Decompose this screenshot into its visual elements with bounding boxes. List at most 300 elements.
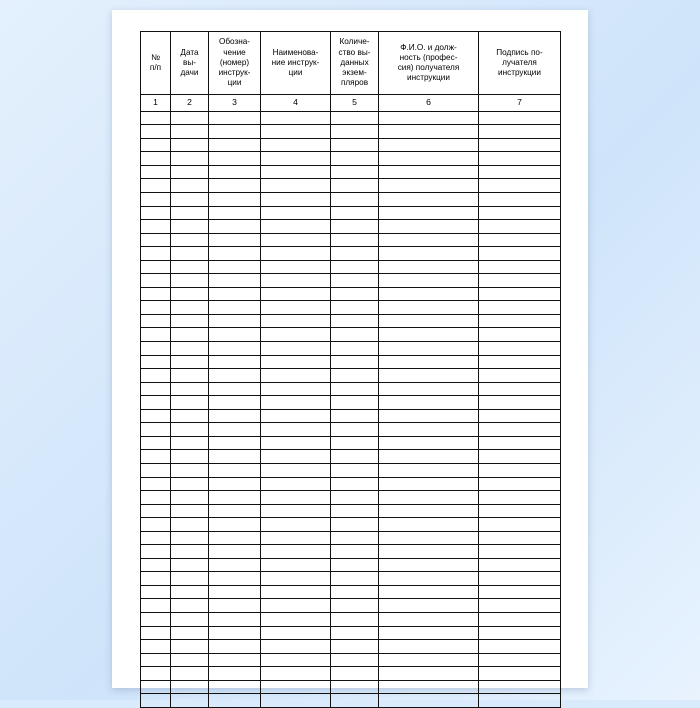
table-cell-c5[interactable] [331,301,379,315]
table-cell-c1[interactable] [141,531,171,545]
table-cell-c6[interactable] [379,314,479,328]
table-cell-c5[interactable] [331,531,379,545]
table-cell-c4[interactable] [261,165,331,179]
table-cell-c6[interactable] [379,626,479,640]
table-cell-c2[interactable] [171,396,209,410]
table-cell-c4[interactable] [261,680,331,694]
table-cell-c4[interactable] [261,138,331,152]
table-cell-c5[interactable] [331,260,379,274]
table-cell-c7[interactable] [479,423,561,437]
table-cell-c5[interactable] [331,599,379,613]
table-cell-c4[interactable] [261,111,331,125]
table-cell-c5[interactable] [331,626,379,640]
table-cell-c7[interactable] [479,450,561,464]
table-cell-c5[interactable] [331,220,379,234]
table-cell-c2[interactable] [171,626,209,640]
table-cell-c6[interactable] [379,667,479,681]
table-cell-c2[interactable] [171,667,209,681]
table-cell-c2[interactable] [171,518,209,532]
table-cell-c1[interactable] [141,477,171,491]
table-cell-c1[interactable] [141,409,171,423]
table-row[interactable] [141,463,561,477]
table-cell-c6[interactable] [379,125,479,139]
table-cell-c6[interactable] [379,369,479,383]
table-cell-c6[interactable] [379,247,479,261]
table-cell-c3[interactable] [209,667,261,681]
table-cell-c2[interactable] [171,152,209,166]
table-cell-c7[interactable] [479,504,561,518]
table-row[interactable] [141,369,561,383]
table-cell-c4[interactable] [261,504,331,518]
table-row[interactable] [141,274,561,288]
table-cell-c6[interactable] [379,179,479,193]
table-cell-c4[interactable] [261,247,331,261]
table-row[interactable] [141,653,561,667]
table-cell-c7[interactable] [479,369,561,383]
table-cell-c4[interactable] [261,369,331,383]
table-cell-c6[interactable] [379,382,479,396]
table-cell-c6[interactable] [379,287,479,301]
table-cell-c1[interactable] [141,491,171,505]
table-cell-c1[interactable] [141,640,171,654]
table-cell-c2[interactable] [171,287,209,301]
table-cell-c3[interactable] [209,626,261,640]
table-cell-c7[interactable] [479,396,561,410]
table-cell-c5[interactable] [331,653,379,667]
table-row[interactable] [141,328,561,342]
table-cell-c3[interactable] [209,342,261,356]
table-cell-c1[interactable] [141,382,171,396]
table-cell-c7[interactable] [479,640,561,654]
table-cell-c5[interactable] [331,477,379,491]
table-cell-c1[interactable] [141,653,171,667]
table-cell-c3[interactable] [209,111,261,125]
table-cell-c4[interactable] [261,423,331,437]
table-cell-c6[interactable] [379,518,479,532]
table-cell-c7[interactable] [479,626,561,640]
table-cell-c7[interactable] [479,680,561,694]
table-cell-c7[interactable] [479,518,561,532]
table-cell-c3[interactable] [209,491,261,505]
table-cell-c6[interactable] [379,694,479,708]
table-row[interactable] [141,558,561,572]
table-row[interactable] [141,423,561,437]
table-cell-c4[interactable] [261,531,331,545]
table-cell-c2[interactable] [171,301,209,315]
table-row[interactable] [141,680,561,694]
table-cell-c1[interactable] [141,518,171,532]
table-cell-c5[interactable] [331,382,379,396]
table-cell-c1[interactable] [141,274,171,288]
table-cell-c6[interactable] [379,450,479,464]
table-cell-c1[interactable] [141,612,171,626]
table-cell-c5[interactable] [331,409,379,423]
table-cell-c4[interactable] [261,450,331,464]
table-row[interactable] [141,301,561,315]
table-cell-c7[interactable] [479,477,561,491]
table-cell-c4[interactable] [261,585,331,599]
table-cell-c5[interactable] [331,612,379,626]
table-cell-c7[interactable] [479,179,561,193]
table-cell-c7[interactable] [479,382,561,396]
table-cell-c1[interactable] [141,328,171,342]
table-cell-c3[interactable] [209,382,261,396]
table-cell-c3[interactable] [209,396,261,410]
table-cell-c2[interactable] [171,220,209,234]
table-cell-c4[interactable] [261,694,331,708]
table-cell-c1[interactable] [141,504,171,518]
table-cell-c4[interactable] [261,274,331,288]
table-cell-c5[interactable] [331,680,379,694]
table-cell-c7[interactable] [479,572,561,586]
table-cell-c1[interactable] [141,301,171,315]
table-cell-c5[interactable] [331,369,379,383]
table-row[interactable] [141,152,561,166]
table-cell-c7[interactable] [479,585,561,599]
table-row[interactable] [141,396,561,410]
table-cell-c2[interactable] [171,491,209,505]
table-cell-c1[interactable] [141,138,171,152]
table-cell-c6[interactable] [379,436,479,450]
table-cell-c7[interactable] [479,653,561,667]
table-row[interactable] [141,626,561,640]
table-cell-c3[interactable] [209,152,261,166]
table-cell-c6[interactable] [379,545,479,559]
table-cell-c2[interactable] [171,369,209,383]
table-cell-c5[interactable] [331,328,379,342]
table-cell-c2[interactable] [171,450,209,464]
table-cell-c3[interactable] [209,301,261,315]
table-row[interactable] [141,220,561,234]
table-row[interactable] [141,314,561,328]
table-cell-c5[interactable] [331,450,379,464]
table-cell-c7[interactable] [479,558,561,572]
table-cell-c1[interactable] [141,585,171,599]
table-cell-c6[interactable] [379,531,479,545]
table-cell-c4[interactable] [261,328,331,342]
table-cell-c5[interactable] [331,165,379,179]
table-cell-c6[interactable] [379,477,479,491]
table-cell-c5[interactable] [331,396,379,410]
table-cell-c2[interactable] [171,342,209,356]
table-cell-c7[interactable] [479,193,561,207]
table-row[interactable] [141,247,561,261]
table-cell-c1[interactable] [141,314,171,328]
table-cell-c7[interactable] [479,491,561,505]
table-cell-c5[interactable] [331,504,379,518]
table-cell-c6[interactable] [379,111,479,125]
table-cell-c1[interactable] [141,558,171,572]
table-cell-c1[interactable] [141,423,171,437]
table-cell-c4[interactable] [261,260,331,274]
table-cell-c2[interactable] [171,504,209,518]
table-cell-c3[interactable] [209,193,261,207]
table-cell-c1[interactable] [141,355,171,369]
table-cell-c3[interactable] [209,612,261,626]
table-cell-c4[interactable] [261,545,331,559]
table-row[interactable] [141,382,561,396]
table-cell-c6[interactable] [379,680,479,694]
table-cell-c5[interactable] [331,138,379,152]
table-cell-c1[interactable] [141,220,171,234]
table-cell-c5[interactable] [331,463,379,477]
table-cell-c4[interactable] [261,206,331,220]
table-cell-c3[interactable] [209,423,261,437]
table-row[interactable] [141,599,561,613]
table-row[interactable] [141,531,561,545]
table-row[interactable] [141,504,561,518]
table-cell-c3[interactable] [209,680,261,694]
table-cell-c6[interactable] [379,233,479,247]
table-row[interactable] [141,287,561,301]
table-row[interactable] [141,694,561,708]
table-cell-c4[interactable] [261,193,331,207]
table-cell-c1[interactable] [141,396,171,410]
table-cell-c3[interactable] [209,518,261,532]
table-cell-c5[interactable] [331,558,379,572]
table-cell-c6[interactable] [379,558,479,572]
table-cell-c3[interactable] [209,274,261,288]
table-cell-c7[interactable] [479,355,561,369]
table-cell-c3[interactable] [209,599,261,613]
table-row[interactable] [141,667,561,681]
table-cell-c4[interactable] [261,409,331,423]
table-cell-c5[interactable] [331,274,379,288]
table-cell-c2[interactable] [171,558,209,572]
table-cell-c5[interactable] [331,152,379,166]
table-cell-c6[interactable] [379,491,479,505]
table-row[interactable] [141,491,561,505]
table-cell-c3[interactable] [209,179,261,193]
table-cell-c5[interactable] [331,206,379,220]
table-row[interactable] [141,585,561,599]
table-cell-c1[interactable] [141,545,171,559]
table-cell-c7[interactable] [479,667,561,681]
table-cell-c2[interactable] [171,125,209,139]
table-cell-c2[interactable] [171,640,209,654]
table-cell-c6[interactable] [379,193,479,207]
table-cell-c5[interactable] [331,179,379,193]
table-cell-c4[interactable] [261,152,331,166]
table-row[interactable] [141,165,561,179]
table-cell-c1[interactable] [141,111,171,125]
table-cell-c7[interactable] [479,545,561,559]
table-cell-c1[interactable] [141,436,171,450]
table-cell-c6[interactable] [379,138,479,152]
table-cell-c7[interactable] [479,260,561,274]
table-cell-c5[interactable] [331,314,379,328]
table-cell-c3[interactable] [209,260,261,274]
table-row[interactable] [141,179,561,193]
table-cell-c6[interactable] [379,301,479,315]
table-cell-c2[interactable] [171,314,209,328]
table-cell-c3[interactable] [209,545,261,559]
table-row[interactable] [141,436,561,450]
table-cell-c5[interactable] [331,355,379,369]
table-cell-c5[interactable] [331,667,379,681]
table-cell-c4[interactable] [261,558,331,572]
table-cell-c3[interactable] [209,233,261,247]
table-row[interactable] [141,260,561,274]
table-cell-c3[interactable] [209,247,261,261]
table-cell-c4[interactable] [261,640,331,654]
table-cell-c3[interactable] [209,369,261,383]
table-cell-c6[interactable] [379,328,479,342]
table-cell-c5[interactable] [331,572,379,586]
table-cell-c1[interactable] [141,463,171,477]
table-cell-c5[interactable] [331,233,379,247]
table-cell-c5[interactable] [331,585,379,599]
table-cell-c4[interactable] [261,599,331,613]
table-cell-c2[interactable] [171,260,209,274]
table-row[interactable] [141,138,561,152]
table-cell-c2[interactable] [171,138,209,152]
table-cell-c7[interactable] [479,694,561,708]
table-cell-c4[interactable] [261,396,331,410]
table-cell-c4[interactable] [261,612,331,626]
table-cell-c3[interactable] [209,477,261,491]
table-cell-c5[interactable] [331,436,379,450]
table-cell-c4[interactable] [261,382,331,396]
table-cell-c1[interactable] [141,179,171,193]
table-cell-c1[interactable] [141,165,171,179]
table-cell-c1[interactable] [141,572,171,586]
table-cell-c3[interactable] [209,138,261,152]
table-cell-c6[interactable] [379,396,479,410]
table-cell-c3[interactable] [209,125,261,139]
table-cell-c4[interactable] [261,342,331,356]
table-cell-c7[interactable] [479,152,561,166]
table-cell-c4[interactable] [261,572,331,586]
table-row[interactable] [141,355,561,369]
table-cell-c7[interactable] [479,314,561,328]
table-cell-c7[interactable] [479,342,561,356]
table-cell-c2[interactable] [171,409,209,423]
table-cell-c7[interactable] [479,463,561,477]
table-cell-c1[interactable] [141,450,171,464]
table-cell-c1[interactable] [141,152,171,166]
table-cell-c3[interactable] [209,504,261,518]
table-row[interactable] [141,545,561,559]
table-cell-c3[interactable] [209,165,261,179]
table-cell-c2[interactable] [171,423,209,437]
table-cell-c5[interactable] [331,111,379,125]
table-row[interactable] [141,640,561,654]
table-row[interactable] [141,409,561,423]
table-cell-c2[interactable] [171,680,209,694]
table-cell-c6[interactable] [379,640,479,654]
table-cell-c6[interactable] [379,152,479,166]
table-cell-c4[interactable] [261,287,331,301]
table-cell-c2[interactable] [171,274,209,288]
table-cell-c4[interactable] [261,125,331,139]
table-cell-c4[interactable] [261,477,331,491]
table-row[interactable] [141,111,561,125]
table-cell-c2[interactable] [171,436,209,450]
table-cell-c6[interactable] [379,206,479,220]
table-cell-c2[interactable] [171,585,209,599]
table-cell-c7[interactable] [479,138,561,152]
table-cell-c2[interactable] [171,382,209,396]
table-cell-c7[interactable] [479,165,561,179]
table-cell-c6[interactable] [379,612,479,626]
table-cell-c3[interactable] [209,287,261,301]
table-row[interactable] [141,612,561,626]
table-cell-c7[interactable] [479,274,561,288]
table-cell-c1[interactable] [141,260,171,274]
table-cell-c1[interactable] [141,193,171,207]
table-cell-c2[interactable] [171,355,209,369]
table-cell-c2[interactable] [171,653,209,667]
table-cell-c1[interactable] [141,247,171,261]
table-cell-c7[interactable] [479,206,561,220]
table-cell-c2[interactable] [171,193,209,207]
table-cell-c5[interactable] [331,545,379,559]
table-cell-c4[interactable] [261,355,331,369]
table-cell-c3[interactable] [209,640,261,654]
table-cell-c7[interactable] [479,111,561,125]
table-cell-c4[interactable] [261,491,331,505]
table-cell-c2[interactable] [171,694,209,708]
table-cell-c7[interactable] [479,599,561,613]
table-cell-c6[interactable] [379,463,479,477]
table-cell-c5[interactable] [331,518,379,532]
table-cell-c3[interactable] [209,409,261,423]
table-cell-c5[interactable] [331,247,379,261]
table-cell-c1[interactable] [141,599,171,613]
table-cell-c1[interactable] [141,369,171,383]
table-cell-c7[interactable] [479,287,561,301]
table-cell-c3[interactable] [209,206,261,220]
table-cell-c4[interactable] [261,314,331,328]
table-cell-c5[interactable] [331,125,379,139]
table-cell-c1[interactable] [141,680,171,694]
table-cell-c5[interactable] [331,423,379,437]
table-row[interactable] [141,342,561,356]
table-cell-c2[interactable] [171,463,209,477]
table-row[interactable] [141,477,561,491]
table-cell-c7[interactable] [479,233,561,247]
table-cell-c4[interactable] [261,301,331,315]
table-cell-c2[interactable] [171,545,209,559]
table-cell-c1[interactable] [141,206,171,220]
table-cell-c6[interactable] [379,274,479,288]
table-cell-c3[interactable] [209,653,261,667]
table-cell-c2[interactable] [171,572,209,586]
table-cell-c5[interactable] [331,342,379,356]
table-cell-c7[interactable] [479,328,561,342]
table-cell-c4[interactable] [261,626,331,640]
table-cell-c5[interactable] [331,193,379,207]
table-cell-c6[interactable] [379,504,479,518]
table-cell-c7[interactable] [479,247,561,261]
table-cell-c2[interactable] [171,612,209,626]
table-cell-c6[interactable] [379,342,479,356]
table-row[interactable] [141,206,561,220]
table-cell-c3[interactable] [209,572,261,586]
table-cell-c6[interactable] [379,572,479,586]
table-cell-c7[interactable] [479,301,561,315]
table-cell-c2[interactable] [171,477,209,491]
table-cell-c3[interactable] [209,328,261,342]
table-cell-c3[interactable] [209,450,261,464]
table-cell-c6[interactable] [379,585,479,599]
table-cell-c1[interactable] [141,287,171,301]
table-cell-c4[interactable] [261,518,331,532]
table-cell-c2[interactable] [171,247,209,261]
table-cell-c3[interactable] [209,531,261,545]
table-row[interactable] [141,572,561,586]
